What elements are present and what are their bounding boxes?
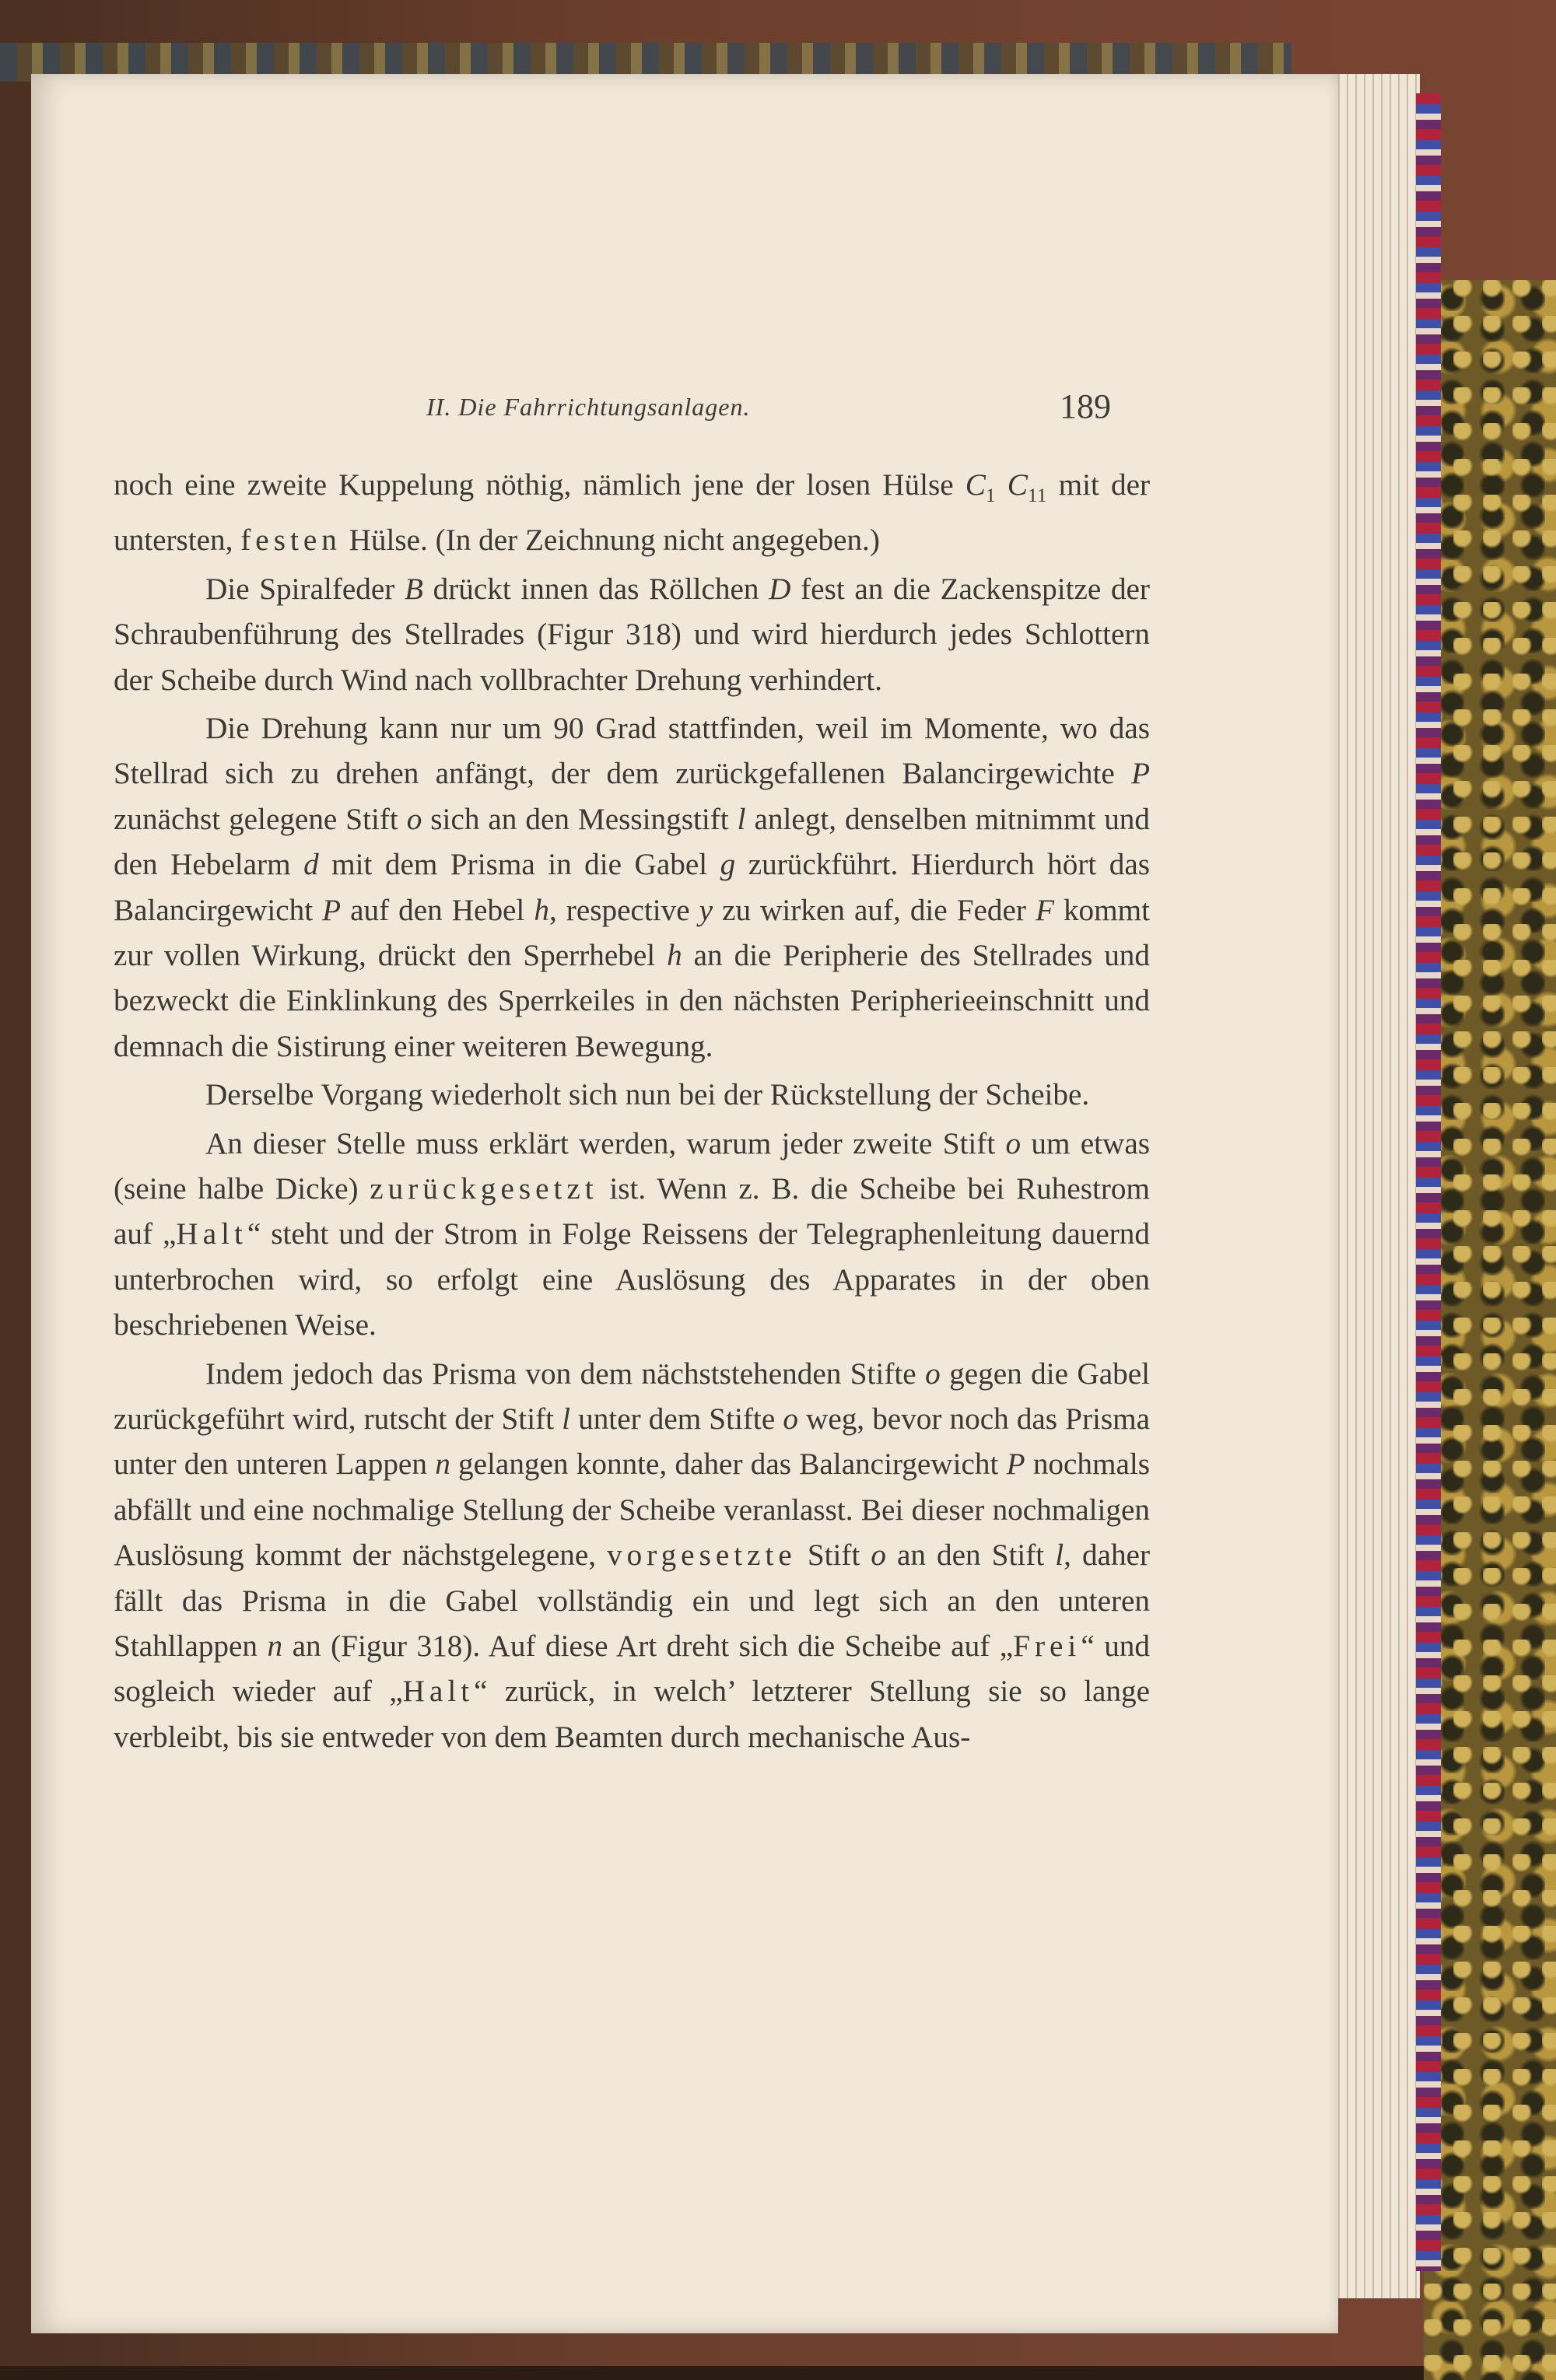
text-run: an den Stift <box>885 1538 1056 1573</box>
body-text <box>114 463 1150 1760</box>
math-symbol: B <box>405 572 423 606</box>
math-symbol: o <box>1005 1126 1022 1160</box>
math-symbol: h <box>667 938 682 972</box>
spaced-emphasis: vorgesetzte <box>607 1538 797 1573</box>
math-symbol: n <box>435 1447 450 1482</box>
text-run: “ steht und der Strom in Folge Reissens der Telegraphenleitung dauernd unterbrochen wird, so erfolgt eine Auslösung des Apparates in der oben beschriebenen Weise. <box>114 1217 1150 1342</box>
text-run: Hülse. (In der Zeichnung nicht angegeben.) <box>341 523 880 558</box>
math-symbol: n <box>267 1629 283 1664</box>
text-run <box>996 468 1008 502</box>
text-run: unter dem Stifte <box>570 1402 783 1437</box>
math-symbol: P <box>1131 757 1150 791</box>
math-symbol: l <box>737 802 746 836</box>
math-symbol: P <box>1006 1447 1025 1482</box>
math-symbol: o <box>406 802 422 836</box>
math-symbol: F <box>1035 893 1054 927</box>
paragraph <box>114 706 1150 1069</box>
math-symbol: g <box>720 848 736 882</box>
text-run: drückt innen das Röllchen <box>422 572 769 606</box>
text-run: weg, bevor noch das Prisma unter den unteren Lappen <box>114 1402 1151 1482</box>
marbled-board <box>1424 280 1556 2380</box>
math-symbol: l <box>562 1402 571 1437</box>
text-run: nochmals abfällt und eine nochmalige Stellung der Scheibe veranlasst. Bei dieser nochmaligen Auslösung kommt der nächstgelegene, <box>114 1447 1151 1573</box>
math-symbol: C <box>965 468 986 502</box>
text-run: zunächst gelegene Stift <box>114 802 407 836</box>
math-symbol: 11 <box>1027 483 1047 506</box>
text-run: anlegt, denselben mitnimmt und den Hebelarm <box>114 802 1150 882</box>
text-run: “ zurück, in welch’ letzterer Stellung sie so lange verbleibt, bis sie entweder von dem Beamten durch mechanische Aus- <box>114 1675 1150 1754</box>
math-symbol: 1 <box>985 483 996 506</box>
book-page <box>31 74 1338 2333</box>
math-symbol: C <box>1007 468 1028 502</box>
spaced-emphasis: Halt <box>402 1675 475 1709</box>
spaced-emphasis: zurückgesetzt <box>370 1172 598 1206</box>
math-symbol: o <box>783 1402 798 1437</box>
text-run: ist. Wenn z. B. die Scheibe bei Ruhestrom auf „ <box>114 1172 1150 1251</box>
page-number: 189 <box>1060 387 1111 425</box>
math-symbol: l <box>1055 1538 1064 1573</box>
text-run: gelangen konnte, daher das Balancirgewicht <box>450 1447 1007 1482</box>
text-run: , daher fällt das Prisma in die Gabel vollständig ein und legt sich an den unteren Stahllappen <box>114 1538 1150 1664</box>
math-symbol: h <box>534 893 549 927</box>
text-run: noch eine zweite Kuppelung nöthig, nämlich jene der losen Hülse <box>114 468 965 502</box>
text-run: Die Spiralfeder <box>205 572 405 606</box>
text-run: zu wirken auf, die Feder <box>713 893 1036 927</box>
text-run: mit der untersten, <box>114 468 1151 558</box>
text-run: kommt zur vollen Wirkung, drückt den Sperrhebel <box>114 893 1150 972</box>
text-run: Derselbe Vorgang wiederholt sich nun bei der Rückstellung der Scheibe. <box>205 1078 1090 1112</box>
marbled-endpaper-strip <box>1416 93 1441 2271</box>
paragraph <box>114 567 1150 703</box>
math-symbol: y <box>699 893 713 927</box>
math-symbol: o <box>925 1356 941 1391</box>
spaced-emphasis: festen <box>240 523 342 558</box>
text-run: Indem jedoch das Prisma von dem nächststehenden Stifte <box>205 1356 926 1391</box>
paragraph <box>114 463 1150 564</box>
running-head: II. Die Fahrrichtungsanlagen. <box>426 393 751 421</box>
text-run: auf den Hebel <box>341 893 534 927</box>
text-run: An dieser Stelle muss erklärt werden, warum jeder zweite Stift <box>205 1126 1006 1160</box>
paragraph <box>114 1352 1150 1761</box>
spaced-emphasis: Frei <box>1013 1629 1081 1664</box>
text-run: gegen die Gabel zurückgeführt wird, rutscht der Stift <box>114 1356 1150 1437</box>
text-run: an (Figur 318). Auf diese Art dreht sich die Scheibe auf „ <box>282 1629 1014 1664</box>
text-run: zurückführt. Hierdurch hört das Balancirgewicht <box>114 848 1150 927</box>
text-run: fest an die Zackenspitze der Schraubenführung des Stellrades (Figur 318) und wird hierdurch jedes Schlottern der Scheibe durch Wind nach vollbrachter Drehung verhindert. <box>114 572 1150 697</box>
text-run: Stift <box>796 1538 871 1573</box>
text-run: Die Drehung kann nur um 90 Grad stattfinden, weil im Momente, wo das Stellrad sich zu drehen anfängt, der dem zurückgefallenen Balancirgewichte <box>114 711 1150 791</box>
math-symbol: P <box>322 893 342 927</box>
math-symbol: D <box>769 572 791 606</box>
text-run: an die Peripherie des Stellrades und bezweckt die Einklinkung des Sperrkeiles in den nächsten Peripherieeinschnitt und demnach die Sistirung einer weiteren Bewegung. <box>114 938 1150 1063</box>
text-run: mit dem Prisma in die Gabel <box>318 848 720 882</box>
math-symbol: d <box>303 848 319 882</box>
page-header <box>31 387 1338 439</box>
text-run: um etwas (seine halbe Dicke) <box>114 1126 1150 1206</box>
text-run: sich an den Messingstift <box>422 802 738 836</box>
spaced-emphasis: Halt <box>176 1217 247 1251</box>
paragraph <box>114 1073 1150 1118</box>
text-run: , respective <box>548 893 699 927</box>
math-symbol: o <box>871 1538 886 1573</box>
text-run: “ und sogleich wieder auf „ <box>114 1629 1150 1709</box>
paragraph <box>114 1122 1150 1349</box>
